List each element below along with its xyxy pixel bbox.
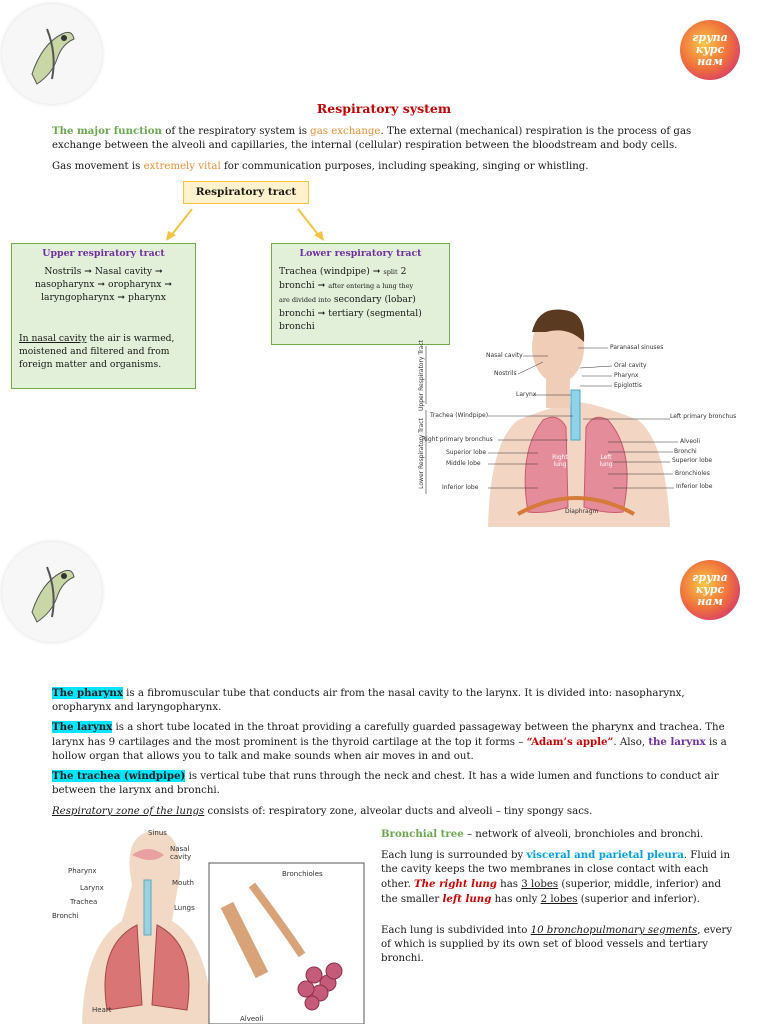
arrow-right-icon: ➞ xyxy=(84,266,92,277)
group-logo-2 xyxy=(680,560,740,620)
larynx-paragraph xyxy=(52,720,732,764)
gas-movement-paragraph xyxy=(52,160,722,174)
extremely-vital-term: extremely vital xyxy=(143,161,221,172)
segments-term: 10 bronchopulmonary segments xyxy=(530,925,698,936)
label-right-primary-bronchus: Right primary bronchus xyxy=(422,436,493,443)
left-lung-term: left lung xyxy=(442,893,492,905)
lobes-text-end: (superior and inferior). xyxy=(577,894,700,905)
arrow-right-icon: ➞ xyxy=(97,279,106,290)
arrow-right-icon: ➞ xyxy=(117,292,126,303)
arrow-right-icon: ➞ xyxy=(317,280,326,291)
side-label-lower: Lower Respiratory Tract xyxy=(417,418,425,489)
nasal-cavity-note-text: the air is warmed, moistened and filtered and from foreign matter and organisms. xyxy=(19,333,175,370)
fig-label-sinus: Sinus xyxy=(148,829,167,837)
lungs-illustration xyxy=(52,825,368,1024)
lizard-icon xyxy=(2,542,102,642)
trachea-paragraph xyxy=(52,769,732,798)
bronchi-2: bronchi xyxy=(279,308,315,319)
label-inferior-lobe-left: Inferior lobe xyxy=(442,484,479,491)
label-right-lung: Right lung xyxy=(552,454,568,468)
fig-label-pharynx: Pharynx xyxy=(68,867,97,875)
label-alveoli: Alveoli xyxy=(680,438,701,445)
pharynx-text: is a fibromuscular tube that conducts air from the nasal cavity to the larynx. It is divided into: nasopharynx, oropharynx and laryngopharynx. xyxy=(52,688,685,713)
fig-label-bronchioles: Bronchioles xyxy=(282,870,323,878)
logo-word-2: курс xyxy=(695,43,725,56)
logo-word-3: нам xyxy=(697,55,723,68)
oropharynx: oropharynx xyxy=(108,279,162,290)
pleura-paragraph xyxy=(381,848,733,907)
two: 2 xyxy=(400,266,407,277)
label-pharynx: Pharynx xyxy=(614,372,639,379)
larynx-term: The larynx xyxy=(52,721,113,733)
larynx-text-2a: . Also, xyxy=(613,737,649,748)
label-middle-lobe: Middle lobe xyxy=(446,460,481,467)
intro-text-1: of the respiratory system is xyxy=(161,126,311,137)
divided-into: are divided into xyxy=(279,296,331,304)
label-paranasal-sinuses: Paranasal sinuses xyxy=(610,344,664,351)
bronchi: bronchi xyxy=(279,280,315,291)
label-superior-lobe-left: Superior lobe xyxy=(446,449,487,456)
label-bronchi: Bronchi xyxy=(674,448,697,455)
gas-text-1: Gas movement is xyxy=(52,161,144,172)
tract-arrows xyxy=(160,205,340,245)
arrow-right-icon: ➞ xyxy=(154,266,163,277)
bronchial-tree-paragraph xyxy=(381,827,733,842)
label-trachea: Trachea (Windpipe) xyxy=(430,412,489,419)
label-superior-lobe-right: Superior lobe xyxy=(672,457,713,464)
gas-text-2: for communication purposes, including speaking, singing or whistling. xyxy=(220,161,589,172)
fig-label-bronchi: Bronchi xyxy=(52,912,79,920)
respiratory-tract-box: Respiratory tract xyxy=(183,181,309,204)
bronchial-tree-term: Bronchial tree xyxy=(381,828,464,840)
pharynx: pharynx xyxy=(127,292,166,303)
arrow-right-icon: ➞ xyxy=(372,266,381,277)
right-lung-term: The right lung xyxy=(414,878,497,890)
nostrils: Nostrils xyxy=(44,266,82,277)
page-title: Respiratory system xyxy=(316,101,452,116)
label-oral-cavity: Oral cavity xyxy=(614,362,647,369)
logo-word-1: група xyxy=(692,571,728,584)
upper-tract-title: Upper respiratory tract xyxy=(42,248,165,259)
major-function-term: The major function xyxy=(52,125,162,137)
larynx-text-1: is a short tube located in the throat providing a carefully guarded passageway between the pharynx and trachea. The larynx has 9 cartilages and the most prominent is the thyroid cartilage at the top it forms – xyxy=(52,722,725,748)
two-lobes: 2 lobes xyxy=(540,894,578,905)
zone-paragraph xyxy=(52,805,732,819)
fig-label-alveoli: Alveoli xyxy=(240,1015,264,1023)
intro-paragraph xyxy=(52,124,722,153)
label-epiglottis: Epiglottis xyxy=(614,382,642,389)
label-diaphragm: Diaphragm xyxy=(565,508,599,515)
zone-term: Respiratory zone of the lungs xyxy=(52,806,205,817)
lizard-icon xyxy=(2,4,102,104)
label-left-lung: Left lung xyxy=(599,454,613,468)
pleura-text-1: Each lung is surrounded by xyxy=(381,850,527,861)
label-left-primary-bronchus: Left primary bronchus xyxy=(670,413,737,420)
nasopharynx: nasopharynx xyxy=(34,279,95,290)
logo-word-1: група xyxy=(692,31,728,44)
lizard-logo-2 xyxy=(2,542,102,642)
gas-exchange-term: gas exchange xyxy=(310,126,381,137)
pharynx-paragraph xyxy=(52,686,732,715)
secondary-lobar: secondary (lobar) xyxy=(333,294,416,305)
larynx-text-2b: is a hollow organ that allows you to talk and make sounds when air moves in and out. xyxy=(52,737,727,762)
arrow-right-icon: ➞ xyxy=(317,308,326,319)
respiratory-anatomy-diagram xyxy=(408,302,748,527)
trachea-term: The trachea (windpipe) xyxy=(52,770,186,782)
pleura-term: visceral and parietal pleura xyxy=(526,849,684,861)
segments-text-2: , every of which is supplied by its own set of blood vessels and tertiary bronchi. xyxy=(381,925,733,964)
logo-word-2: курс xyxy=(695,583,725,596)
side-label-upper: Upper Respiratory Tract xyxy=(417,340,425,411)
zone-text: consists of: respiratory zone, alveolar ducts and alveoli – tiny spongy sacs. xyxy=(204,806,593,817)
lungs-figure xyxy=(52,825,368,1024)
lower-tract-title: Lower respiratory tract xyxy=(299,248,422,259)
segments-text-1: Each lung is subdivided into xyxy=(381,925,531,936)
after-entering: after entering a lung they xyxy=(328,282,414,290)
larynx-term-2: the larynx xyxy=(648,736,706,748)
segments-paragraph xyxy=(381,924,733,966)
label-inferior-lobe-right: Inferior lobe xyxy=(676,483,713,490)
tertiary-segmental: tertiary (segmental) xyxy=(328,308,422,319)
label-nasal-cavity: Nasal cavity xyxy=(486,352,523,359)
upper-tract-box xyxy=(11,243,196,389)
fig-label-nasal-cavity: Nasal cavity xyxy=(170,845,192,861)
fig-label-lungs: Lungs xyxy=(174,904,195,912)
intro-text-2: . The external (mechanical) respiration is the process of gas exchange between the alveoli and capillaries, the internal (cellular) respiration between the bloodstream and body cells. xyxy=(52,126,692,151)
lizard-logo xyxy=(2,4,102,104)
lobes-text-mid: (superior, middle, inferior) and the smaller xyxy=(381,879,722,905)
has-text-2: has only xyxy=(491,894,541,905)
bronchi-3: bronchi xyxy=(279,321,315,332)
arrow-right-icon: ➞ xyxy=(164,279,173,290)
adams-apple: “Adam’s apple” xyxy=(526,736,614,748)
label-bronchioles: Bronchioles xyxy=(675,470,710,477)
label-larynx: Larynx xyxy=(516,391,537,398)
group-logo xyxy=(680,20,740,80)
bronchial-tree-text: – network of alveoli, bronchioles and bronchi. xyxy=(463,829,704,840)
pleura-text-2: . Fluid in the cavity keeps the two membranes in close contact with each other. xyxy=(381,850,730,890)
label-nostrils: Nostrils xyxy=(494,370,517,377)
three-lobes: 3 lobes xyxy=(521,879,559,890)
trachea: Trachea (windpipe) xyxy=(279,266,370,277)
fig-label-mouth: Mouth xyxy=(172,879,194,887)
fig-label-trachea: Trachea xyxy=(70,898,98,906)
trachea-text: is vertical tube that runs through the neck and chest. It has a wide lumen and functions to conduct air between the larynx and bronchi. xyxy=(52,771,719,796)
has-text-1: has xyxy=(496,879,522,890)
split: split xyxy=(383,268,398,276)
fig-label-heart: Heart xyxy=(92,1006,112,1014)
logo-word-3: нам xyxy=(697,595,723,608)
nasal-cavity-note xyxy=(19,332,189,371)
page-divider xyxy=(0,530,768,538)
pharynx-term: The pharynx xyxy=(52,687,123,699)
nasal-cavity: Nasal cavity xyxy=(94,266,153,277)
nasal-cavity-note-term: In nasal cavity xyxy=(19,333,87,344)
fig-label-larynx: Larynx xyxy=(80,884,104,892)
laryngopharynx: laryngopharynx xyxy=(41,292,115,303)
